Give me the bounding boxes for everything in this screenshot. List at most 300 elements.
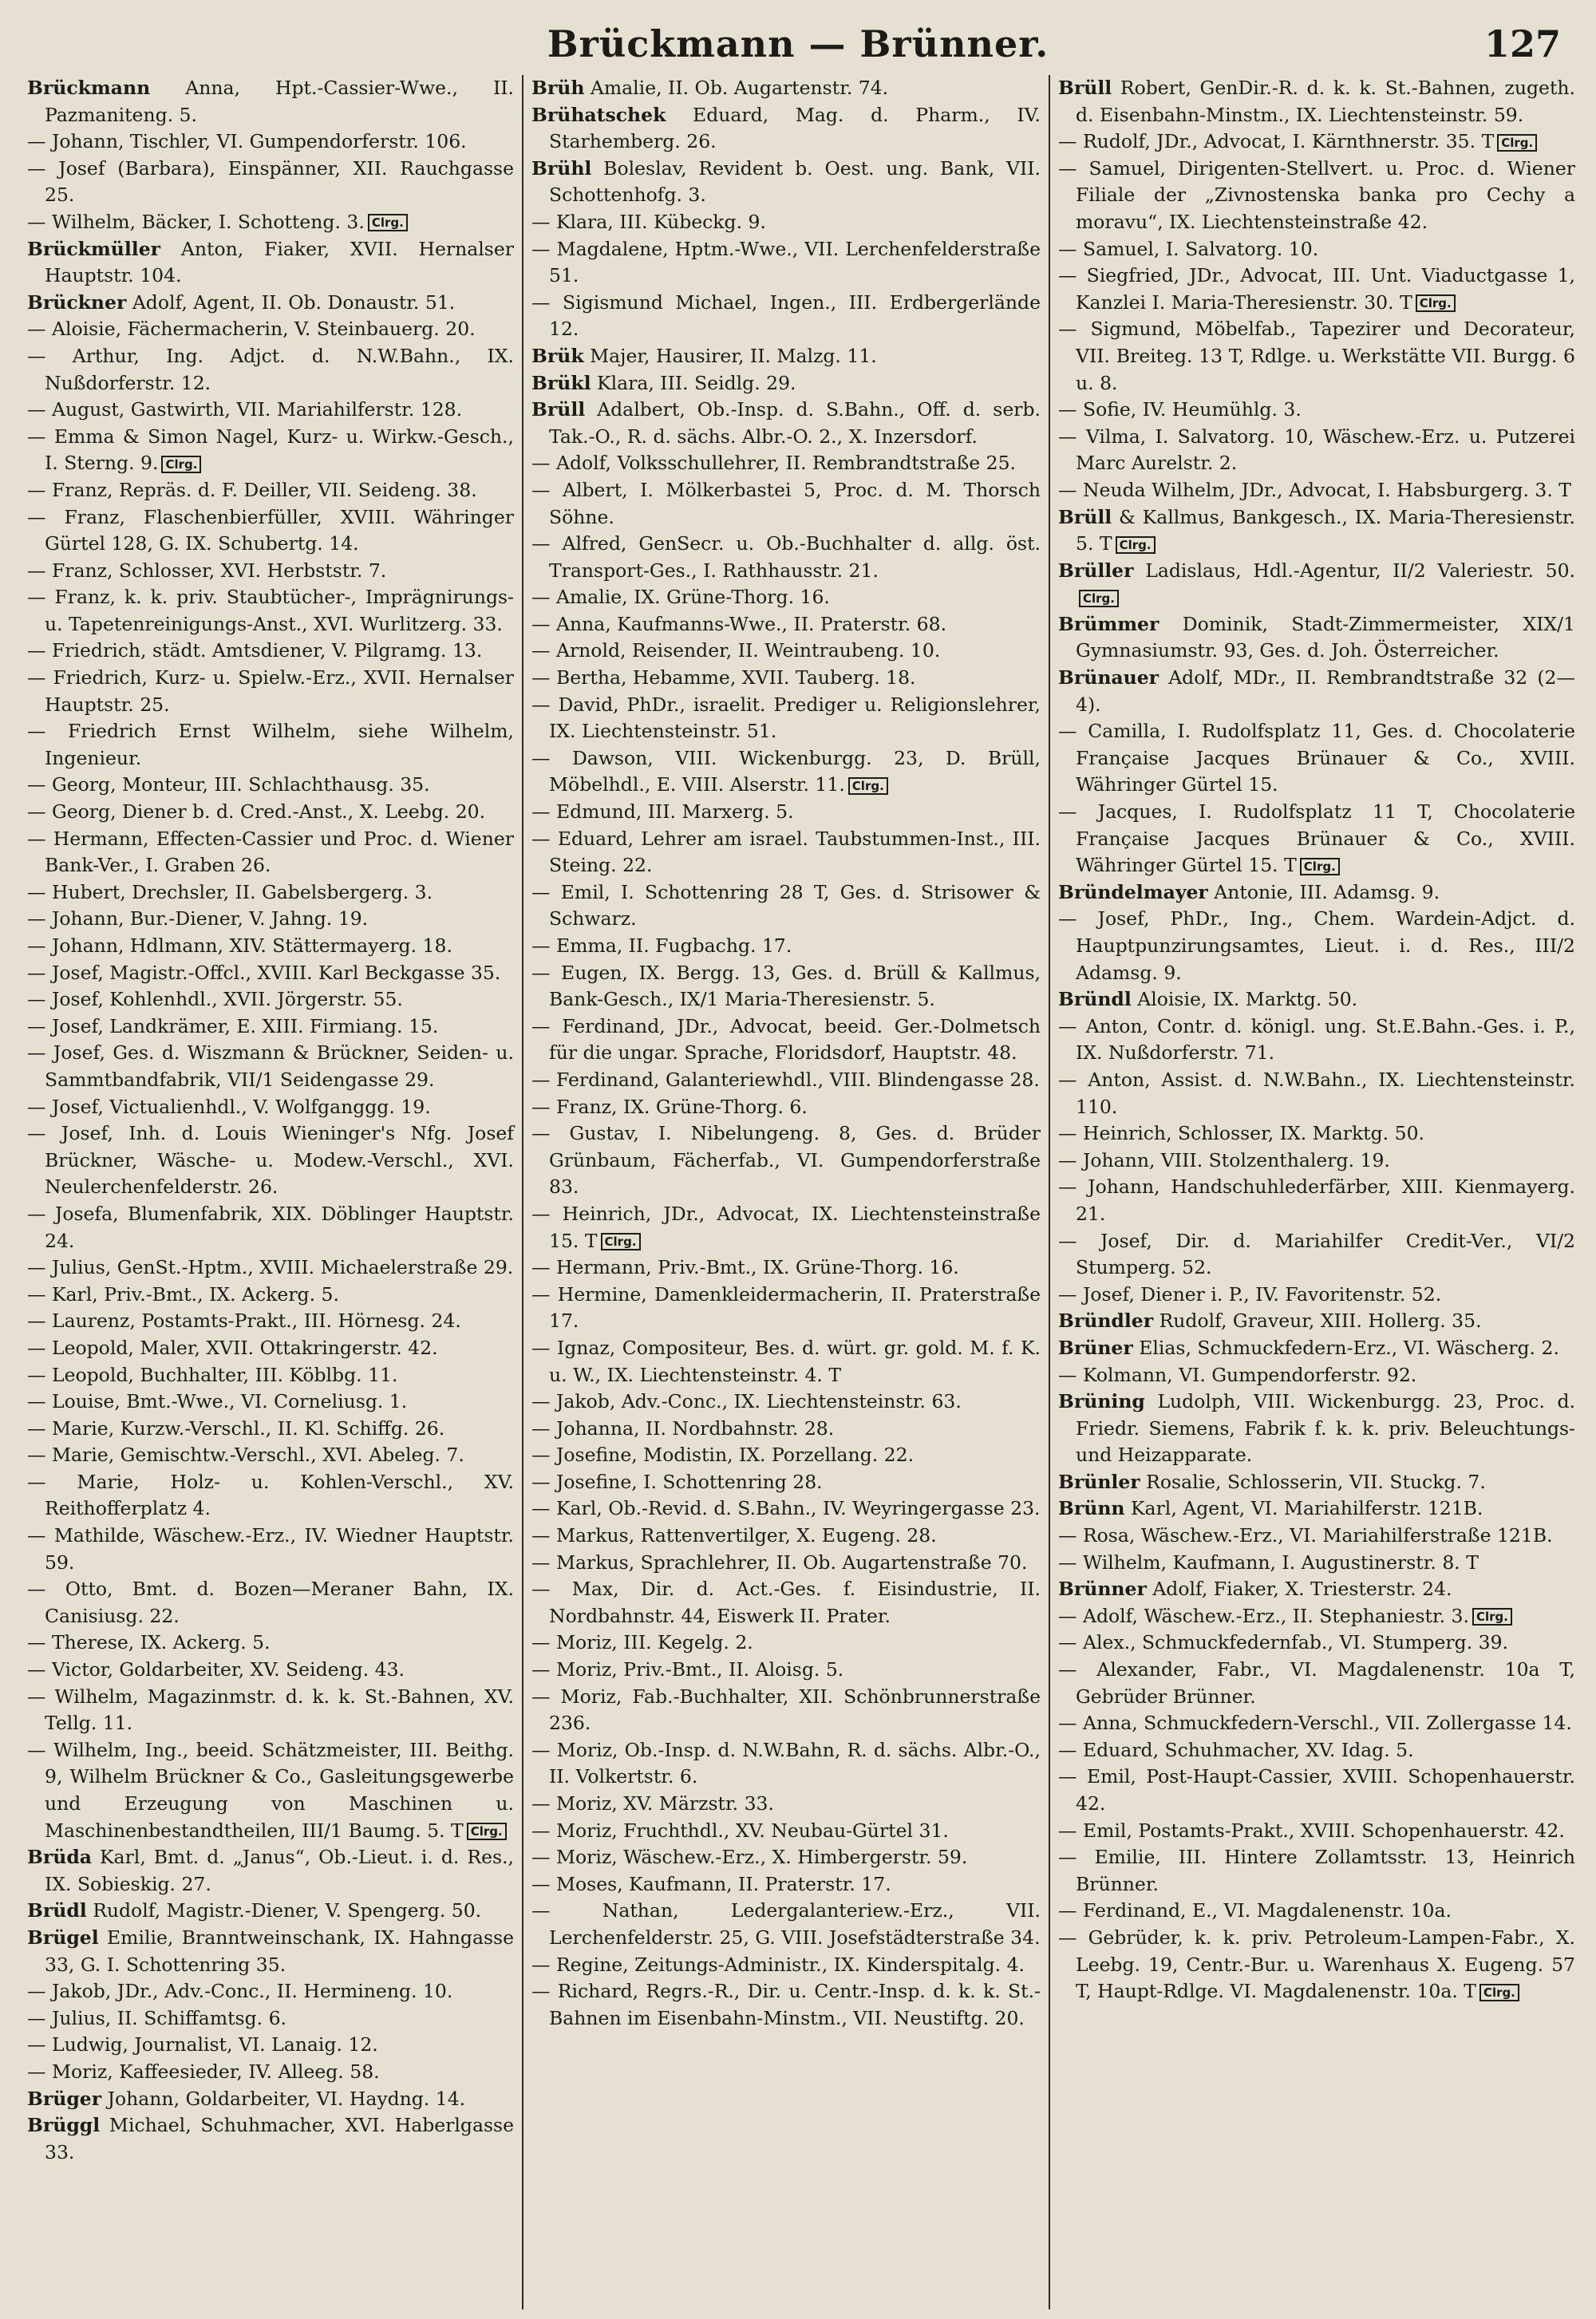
entry-text: & Kallmus, Bankgesch., IX. Maria-Theresienstr. 5. T (1076, 505, 1575, 555)
directory-entry (1058, 397, 1575, 424)
entry-text: — Moriz, Ob.-Insp. d. N.W.Bahn, R. d. sächs. Albr.-O., II. Volkertstr. 6. (531, 1738, 1041, 1788)
entry-text: — Jakob, Adv.-Conc., IX. Liechtensteinstr. 63. (531, 1390, 962, 1413)
entry-text: — Gustav, I. Nibelungeng. 8, Ges. d. Brüder Grünbaum, Fächerfab., VI. Gumpendorferstraße 83. (531, 1122, 1041, 1199)
entry-surname: Brük (531, 344, 584, 367)
directory-entry (1058, 611, 1575, 665)
directory-entry (531, 1067, 1041, 1094)
directory-entry (1058, 1495, 1575, 1523)
entry-surname: Brükl (531, 371, 591, 394)
directory-entry (531, 1657, 1041, 1684)
entry-text: — Jacques, I. Rudolfsplatz 11 T, Chocolaterie Française Jacques Brünauer & Co., XVIII. Währinger Gürtel 15. T (1058, 800, 1575, 877)
directory-columns (19, 75, 1583, 2309)
directory-entry (1058, 156, 1575, 236)
entry-text: — Richard, Regrs.-R., Dir. u. Centr.-Insp. d. k. k. St.-Bahnen im Eisenbahn-Minstm., VII. Neustiftg. 20. (531, 1980, 1041, 2029)
directory-entry (1058, 1228, 1575, 1282)
entry-text: — Alex., Schmuckfedernfab., VI. Stumperg. 39. (1058, 1631, 1509, 1654)
directory-entry (531, 209, 1041, 236)
directory-entry (27, 1201, 514, 1254)
entry-text: — Josef, Landkrämer, E. XIII. Firmiang. 15. (27, 1014, 439, 1037)
directory-entry (27, 2032, 514, 2059)
directory-entry (531, 370, 1041, 397)
directory-entry (1058, 1523, 1575, 1550)
entry-surname: Brüger (27, 2087, 102, 2110)
directory-entry (27, 75, 514, 128)
directory-entry (531, 745, 1041, 799)
entry-text: — Franz, Repräs. d. F. Deiller, VII. Seideng. 38. (27, 478, 477, 501)
directory-entry (1058, 1469, 1575, 1496)
directory-entry (531, 665, 1041, 692)
directory-entry (27, 558, 514, 585)
entry-surname: Brüll (1058, 77, 1112, 99)
directory-entry (531, 102, 1041, 156)
directory-entry (27, 236, 514, 290)
entry-text: — Josef, Diener i. P., IV. Favoritenstr. 52. (1058, 1282, 1442, 1306)
entry-text: — Josef, Dir. d. Mariahilfer Credit-Ver., VI/2 Stumperg. 52. (1058, 1229, 1575, 1279)
entry-text: — Franz, Schlosser, XVI. Herbststr. 7. (27, 559, 387, 582)
directory-entry (531, 1389, 1041, 1416)
entry-text: — Siegfried, JDr., Advocat, III. Unt. Viaductgasse 1, Kanzlei I. Maria-Theresienstr. 30. T (1058, 264, 1575, 314)
directory-entry (1058, 1550, 1575, 1577)
directory-entry (1058, 1898, 1575, 1925)
directory-entry (531, 1120, 1041, 1201)
entry-text: — Karl, Ob.-Revid. d. S.Bahn., IV. Weyringergasse 23. (531, 1497, 1041, 1520)
entry-text: — Aloisie, Fächermacherin, V. Steinbauerg. 20. (27, 318, 476, 341)
entry-text: — Nathan, Ledergalanteriew.-Erz., VII. Lerchenfelderstr. 25, G. VIII. Josefstädterstraße 34. (531, 1899, 1041, 1949)
entry-text: — Josefine, I. Schottenring 28. (531, 1470, 823, 1493)
directory-entry (27, 1282, 514, 1309)
directory-entry (1058, 1737, 1575, 1764)
directory-entry (531, 1978, 1041, 2032)
entry-text: Elias, Schmuckfedern-Erz., VI. Wäscherg. 2. (1139, 1336, 1559, 1359)
entry-text: Adolf, Fiaker, X. Triesterstr. 24. (1152, 1578, 1452, 1601)
directory-entry (1058, 799, 1575, 879)
entry-text: — Gebrüder, k. k. priv. Petroleum-Lampen-Fabr., X. Leebg. 19, Centr.-Bur. u. Warenhaus X. Eugeng. 57 T, Haupt-Rdlge. VI. Magdalenenstr. 10a. T (1058, 1926, 1575, 2003)
clearing-badge: Clrg. (368, 214, 408, 231)
entry-text: — Marie, Kurzw.-Verschl., II. Kl. Schiffg. 26. (27, 1416, 445, 1440)
entry-text: — Sigmund, Möbelfab., Tapezirer und Decorateur, VII. Breiteg. 13 T, Rdlge. u. Werkstätte VII. Burgg. 6 u. 8. (1058, 318, 1575, 394)
directory-entry (27, 1630, 514, 1657)
entry-surname: Brückmüller (27, 237, 161, 260)
directory-entry (27, 316, 514, 343)
entry-text: — Jakob, JDr., Adv.-Conc., II. Hermineng. 10. (27, 1980, 453, 2003)
directory-entry (27, 1254, 514, 1282)
entry-surname: Bründelmayer (1058, 880, 1208, 903)
directory-entry (1058, 879, 1575, 907)
directory-entry (27, 933, 514, 960)
entry-text: — Kolmann, VI. Gumpendorferstr. 92. (1058, 1363, 1417, 1386)
directory-entry (27, 156, 514, 209)
directory-entry (1058, 665, 1575, 718)
entry-text: — Moriz, XV. Märzstr. 33. (531, 1792, 774, 1815)
directory-entry (27, 879, 514, 907)
directory-entry (531, 1094, 1041, 1121)
directory-entry (27, 1684, 514, 1737)
entry-text: Boleslav, Revident b. Oest. ung. Bank, VII. Schottenhofg. 3. (549, 156, 1041, 207)
directory-entry (531, 290, 1041, 343)
directory-entry (27, 718, 514, 772)
directory-entry (1058, 1764, 1575, 1817)
entry-text: — Josef, Magistr.-Offcl., XVIII. Karl Beckgasse 35. (27, 961, 501, 984)
entry-text: — Adolf, Wäschew.-Erz., II. Stephaniestr. 3. (1058, 1604, 1469, 1627)
directory-entry (27, 477, 514, 504)
entry-text: — Leopold, Buchhalter, III. Köblbg. 11. (27, 1363, 398, 1386)
directory-entry (531, 1201, 1041, 1254)
entry-text: — Josef (Barbara), Einspänner, XII. Rauchgasse 25. (27, 156, 514, 207)
directory-entry (1058, 1308, 1575, 1335)
directory-entry (27, 1657, 514, 1684)
directory-entry (27, 343, 514, 397)
directory-entry (531, 1469, 1041, 1496)
clearing-badge: Clrg. (1472, 1608, 1512, 1626)
directory-entry (1058, 1067, 1575, 1120)
directory-entry (27, 1925, 514, 1978)
entry-text: — Ignaz, Compositeur, Bes. d. würt. gr. gold. M. f. K. u. W., IX. Liechtensteinstr. 4. T (531, 1336, 1041, 1386)
directory-entry (27, 1978, 514, 2005)
clearing-badge: Clrg. (1497, 134, 1537, 152)
directory-entry (1058, 986, 1575, 1013)
entry-surname: Brüll (1058, 505, 1112, 528)
entry-surname: Brückner (27, 290, 127, 314)
directory-entry (27, 1094, 514, 1121)
page-title: Brückmann — Brünner. (547, 22, 1049, 65)
directory-entry (531, 397, 1041, 450)
directory-entry (27, 826, 514, 879)
entry-text: — Moriz, Kaffeesieder, IV. Alleeg. 58. (27, 2060, 380, 2083)
directory-entry (531, 1952, 1041, 1979)
entry-text: — Moses, Kaufmann, II. Praterstr. 17. (531, 1872, 891, 1895)
entry-text: — Ferdinand, Galanteriewhdl., VIII. Blindengasse 28. (531, 1068, 1040, 1091)
directory-entry (531, 75, 1041, 102)
column-2 (522, 75, 1049, 2309)
directory-entry (531, 879, 1041, 933)
entry-text: — Johanna, II. Nordbahnstr. 28. (531, 1416, 835, 1440)
entry-text: — Franz, Flaschenbierfüller, XVIII. Währinger Gürtel 128, G. IX. Schubertg. 14. (27, 505, 514, 555)
entry-text: — Eduard, Schuhmacher, XV. Idag. 5. (1058, 1738, 1414, 1761)
directory-entry (1058, 1925, 1575, 2005)
entry-text: — Josefine, Modistin, IX. Porzellang. 22. (531, 1444, 915, 1467)
clearing-badge: Clrg. (601, 1233, 641, 1250)
directory-entry (27, 2086, 514, 2113)
directory-entry (531, 584, 1041, 611)
directory-entry (27, 2112, 514, 2166)
entry-text: — Johann, Bur.-Diener, V. Jahng. 19. (27, 907, 369, 930)
entry-text: Klara, III. Seidlg. 29. (597, 371, 796, 394)
entry-text: — Julius, GenSt.-Hptm., XVIII. Michaelerstraße 29. (27, 1256, 514, 1279)
entry-text: — Otto, Bmt. d. Bozen—Meraner Bahn, IX. Canisiusg. 22. (27, 1578, 514, 1627)
directory-entry (531, 156, 1041, 209)
directory-entry (27, 1362, 514, 1389)
directory-entry (27, 1416, 514, 1443)
entry-text: — Hermann, Effecten-Cassier und Proc. d. Wiener Bank-Ver., I. Graben 26. (27, 827, 514, 877)
entry-surname: Brünn (1058, 1497, 1125, 1520)
directory-entry (531, 1523, 1041, 1550)
directory-entry (1058, 1389, 1575, 1469)
entry-text: — Bertha, Hebamme, XVII. Tauberg. 18. (531, 666, 916, 689)
entry-text: — Johann, Handschuhlederfärber, XIII. Kienmayerg. 21. (1058, 1175, 1575, 1225)
entry-surname: Brüning (1058, 1390, 1145, 1413)
entry-text: — Georg, Diener b. d. Cred.-Anst., X. Leebg. 20. (27, 800, 486, 824)
entry-text: — Hermann, Priv.-Bmt., IX. Grüne-Thorg. 16. (531, 1256, 959, 1279)
entry-text: — Friedrich, Kurz- u. Spielw.-Erz., XVII. Hernalser Hauptstr. 25. (27, 666, 514, 716)
directory-entry (531, 450, 1041, 477)
entry-text: — Moriz, Fruchthdl., XV. Neubau-Gürtel 31. (531, 1819, 949, 1842)
entry-text: Anna, Hpt.-Cassier-Wwe., II. Pazmaniteng. 5. (45, 77, 514, 126)
directory-entry (27, 638, 514, 665)
directory-entry (531, 1254, 1041, 1282)
clearing-badge: Clrg. (467, 1823, 507, 1840)
directory-entry (1058, 1844, 1575, 1898)
entry-text: — Wilhelm, Magazinmstr. d. k. k. St.-Bahnen, XV. Tellg. 11. (27, 1685, 514, 1735)
entry-text: Michael, Schuhmacher, XVI. Haberlgasse 33. (45, 2114, 514, 2163)
entry-text: — Friedrich Ernst Wilhelm, siehe Wilhelm, Ingenieur. (27, 720, 514, 769)
entry-text: — Anton, Assist. d. N.W.Bahn., IX. Liechtensteinstr. 110. (1058, 1068, 1575, 1118)
entry-text: — Albert, I. Mölkerbastei 5, Proc. d. M. Thorsch Söhne. (531, 478, 1041, 528)
entry-text: — Magdalene, Hptm.-Wwe., VII. Lerchenfelderstraße 51. (531, 237, 1041, 287)
directory-entry (27, 1308, 514, 1335)
directory-entry (27, 772, 514, 799)
entry-text: — Johann, Tischler, VI. Gumpendorferstr. 106. (27, 130, 467, 153)
entry-text: — Laurenz, Postamts-Prakt., III. Hörnesg. 24. (27, 1310, 461, 1333)
entry-text: — Sofie, IV. Heumühlg. 3. (1058, 398, 1302, 421)
entry-text: — Heinrich, Schlosser, IX. Marktg. 50. (1058, 1122, 1424, 1145)
entry-text: — Alexander, Fabr., VI. Magdalenenstr. 10a T, Gebrüder Brünner. (1058, 1658, 1575, 1708)
directory-entry (531, 1335, 1041, 1389)
directory-entry (531, 1576, 1041, 1630)
entry-text: — Dawson, VIII. Wickenburgg. 23, D. Brüll, Möbelhdl., E. VIII. Alserstr. 11. (531, 746, 1041, 796)
directory-entry (27, 1335, 514, 1362)
entry-text: — Mathilde, Wäschew.-Erz., IV. Wiedner Hauptstr. 59. (27, 1524, 514, 1574)
entry-text: — August, Gastwirth, VII. Mariahilferstr. 128. (27, 398, 463, 421)
entry-text: — Franz, IX. Grüne-Thorg. 6. (531, 1095, 808, 1118)
directory-entry (27, 1576, 514, 1630)
entry-text: Karl, Agent, VI. Mariahilferstr. 121B. (1131, 1497, 1483, 1520)
entry-text: — Emil, Post-Haupt-Cassier, XVIII. Schopenhauerstr. 42. (1058, 1765, 1575, 1815)
entry-text: — Anna, Kaufmanns-Wwe., II. Praterstr. 68. (531, 612, 947, 635)
entry-surname: Brühatschek (531, 103, 666, 126)
entry-text: — Friedrich, städt. Amtsdiener, V. Pilgramg. 13. (27, 639, 483, 662)
entry-text: — Leopold, Maler, XVII. Ottakringerstr. 42. (27, 1336, 438, 1359)
directory-entry (1058, 1148, 1575, 1175)
entry-text: — Johann, VIII. Stolzenthalerg. 19. (1058, 1148, 1390, 1171)
directory-entry (531, 531, 1041, 584)
entry-text: — Vilma, I. Salvatorg. 10, Wäschew.-Erz. u. Putzerei Marc Aurelstr. 2. (1058, 425, 1575, 475)
directory-entry (531, 1495, 1041, 1523)
entry-text: — Wilhelm, Bäcker, I. Schotteng. 3. (27, 210, 365, 233)
directory-entry (27, 1523, 514, 1576)
entry-text: — Rudolf, JDr., Advocat, I. Kärnthnerstr. 35. T (1058, 130, 1495, 153)
directory-entry (531, 1898, 1041, 1951)
entry-text: — Emma & Simon Nagel, Kurz- u. Wirkw.-Gesch., I. Sterng. 9. (27, 425, 514, 475)
entry-text: Ladislaus, Hdl.-Agentur, II/2 Valeriestr. 50. (1145, 559, 1575, 582)
directory-entry (27, 397, 514, 424)
entry-text: Adolf, MDr., II. Rembrandtstraße 32 (2—4). (1076, 666, 1575, 716)
directory-entry (1058, 1120, 1575, 1148)
entry-text: — Alfred, GenSecr. u. Ob.-Buchhalter d. allg. öst. Transport-Ges., I. Rathhausstr. 21. (531, 532, 1041, 582)
directory-entry (531, 826, 1041, 879)
entry-text: — Karl, Priv.-Bmt., IX. Ackerg. 5. (27, 1282, 339, 1306)
entry-text: — Neuda Wilhelm, JDr., Advocat, I. Habsburgerg. 3. T (1058, 478, 1571, 501)
directory-entry (1058, 316, 1575, 397)
entry-text: Rudolf, Graveur, XIII. Hollerg. 35. (1159, 1310, 1482, 1333)
entry-text: — Marie, Gemischtw.-Verschl., XVI. Abeleg. 7. (27, 1444, 464, 1467)
directory-entry (1058, 1013, 1575, 1067)
directory-entry (531, 1630, 1041, 1657)
directory-entry (1058, 128, 1575, 156)
entry-surname: Brünner (1058, 1578, 1147, 1601)
directory-entry (1058, 1282, 1575, 1309)
directory-entry (27, 290, 514, 317)
entry-text: — David, PhDr., israelit. Prediger u. Religionslehrer, IX. Liechtensteinstr. 51. (531, 693, 1041, 743)
entry-surname: Brügel (27, 1926, 99, 1949)
directory-entry (531, 1791, 1041, 1818)
directory-entry (531, 960, 1041, 1013)
directory-entry (531, 1550, 1041, 1577)
entry-text: — Anna, Schmuckfedern-Verschl., VII. Zollergasse 14. (1058, 1712, 1572, 1735)
entry-surname: Brüdl (27, 1899, 87, 1922)
entry-text: — Moriz, III. Kegelg. 2. (531, 1631, 753, 1654)
entry-text: — Emil, Postamts-Prakt., XVIII. Schopenhauerstr. 42. (1058, 1819, 1565, 1842)
entry-text: — Rosa, Wäschew.-Erz., VI. Mariahilferstraße 121B. (1058, 1524, 1553, 1547)
directory-entry (27, 960, 514, 987)
entry-surname: Brünler (1058, 1470, 1140, 1493)
directory-entry (531, 1416, 1041, 1443)
entry-text: — Josef, Ges. d. Wiszmann & Brückner, Seiden- u. Sammtbandfabrik, VII/1 Seidengasse 29. (27, 1041, 514, 1091)
entry-text: — Hubert, Drechsler, II. Gabelsbergerg. 3. (27, 880, 433, 903)
clearing-badge: Clrg. (848, 777, 888, 795)
entry-text: — Emil, I. Schottenring 28 T, Ges. d. Strisower & Schwarz. (531, 880, 1041, 930)
entry-surname: Brühl (531, 156, 592, 180)
entry-text: — Marie, Holz- u. Kohlen-Verschl., XV. Reithofferplatz 4. (27, 1470, 514, 1520)
entry-text: Antonie, III. Adamsg. 9. (1214, 880, 1440, 903)
clearing-badge: Clrg. (161, 456, 201, 473)
directory-entry (27, 1844, 514, 1898)
column-1 (19, 75, 522, 2309)
entry-text: Rosalie, Schlosserin, VII. Stuckg. 7. (1146, 1470, 1486, 1493)
entry-surname: Bründl (1058, 988, 1132, 1011)
entry-text: — Arthur, Ing. Adjct. d. N.W.Bahn., IX. Nußdorferstr. 12. (27, 344, 514, 394)
entry-text: Emilie, Branntweinschank, IX. Hahngasse 33, G. I. Schottenring 35. (45, 1926, 514, 1976)
directory-entry (1058, 906, 1575, 986)
entry-text: — Klara, III. Kübeckg. 9. (531, 210, 766, 233)
clearing-badge: Clrg. (1116, 536, 1156, 554)
entry-surname: Brümmer (1058, 612, 1159, 635)
entry-text: — Josef, Kohlenhdl., XVII. Jörgerstr. 55. (27, 988, 403, 1011)
clearing-badge: Clrg. (1416, 294, 1456, 312)
column-3 (1049, 75, 1583, 2309)
directory-entry (1058, 1603, 1575, 1630)
directory-entry (27, 2059, 514, 2086)
directory-entry (1058, 504, 1575, 558)
directory-entry (531, 477, 1041, 531)
entry-text: — Ferdinand, E., VI. Magdalenenstr. 10a. (1058, 1899, 1452, 1922)
directory-entry (1058, 263, 1575, 316)
entry-text: — Regine, Zeitungs-Administr., IX. Kinderspitalg. 4. (531, 1953, 1025, 1976)
directory-entry (531, 1818, 1041, 1845)
entry-text: Eduard, Mag. d. Pharm., IV. Starhemberg. 26. (549, 103, 1041, 153)
entry-text: — Markus, Sprachlehrer, II. Ob. Augartenstraße 70. (531, 1551, 1028, 1574)
entry-text: — Eugen, IX. Bergg. 13, Ges. d. Brüll & Kallmus, Bank-Gesch., IX/1 Maria-Theresienstr. 5. (531, 961, 1041, 1011)
directory-entry (531, 692, 1041, 745)
entry-surname: Brückmann (27, 77, 151, 99)
entry-surname: Brünauer (1058, 666, 1159, 689)
entry-surname: Brüggl (27, 2114, 101, 2137)
directory-entry (1058, 1818, 1575, 1845)
entry-text: — Josef, Victualienhdl., V. Wolfganggg. 19. (27, 1095, 431, 1118)
clearing-badge: Clrg. (1300, 858, 1340, 875)
entry-text: — Wilhelm, Ing., beeid. Schätzmeister, III. Beithg. 9, Wilhelm Brückner & Co., Gasleitungsgewerbe und Erzeugung von Maschinen u. Maschinenbestandtheilen, III/1 Baumg. 5. T (27, 1738, 514, 1842)
entry-text: — Amalie, IX. Grüne-Thorg. 16. (531, 586, 830, 609)
directory-entry (1058, 1362, 1575, 1389)
directory-entry (1058, 1335, 1575, 1362)
entry-text: — Josef, Inh. d. Louis Wieninger's Nfg. Josef Brückner, Wäsche- u. Modew.-Verschl., XVI. Neulerchenfelderstr. 26. (27, 1122, 514, 1199)
directory-entry (531, 799, 1041, 826)
entry-text: — Hermine, Damenkleidermacherin, II. Praterstraße 17. (531, 1282, 1041, 1333)
entry-text: Adalbert, Ob.-Insp. d. S.Bahn., Off. d. serb. Tak.-O., R. d. sächs. Albr.-O. 2., X. Inzersdorf. (549, 398, 1041, 448)
entry-text: Aloisie, IX. Marktg. 50. (1137, 988, 1358, 1011)
directory-entry (531, 343, 1041, 370)
directory-entry (1058, 236, 1575, 263)
directory-entry (27, 209, 514, 236)
directory-entry (531, 1844, 1041, 1871)
directory-entry (531, 1282, 1041, 1335)
directory-entry (27, 665, 514, 718)
entry-text: Anton, Fiaker, XVII. Hernalser Hauptstr. 104. (45, 237, 514, 287)
directory-entry (531, 1442, 1041, 1469)
directory-entry (1058, 424, 1575, 477)
entry-text: — Josefa, Blumenfabrik, XIX. Döblinger Hauptstr. 24. (27, 1202, 514, 1252)
entry-text: Rudolf, Magistr.-Diener, V. Spengerg. 50. (93, 1899, 482, 1922)
entry-text: — Emma, II. Fugbachg. 17. (531, 934, 792, 957)
directory-entry (27, 1737, 514, 1844)
directory-entry (27, 584, 514, 638)
clearing-badge: Clrg. (1479, 1984, 1519, 2001)
entry-text: — Ferdinand, JDr., Advocat, beeid. Ger.-Dolmetsch für die ungar. Sprache, Floridsdorf, Hauptstr. 48. (531, 1014, 1041, 1065)
directory-entry (531, 236, 1041, 290)
entry-text: — Wilhelm, Kaufmann, I. Augustinerstr. 8. T (1058, 1551, 1479, 1574)
page-number: 127 (1483, 22, 1561, 65)
entry-surname: Brüll (531, 398, 586, 421)
entry-text: — Johann, Hdlmann, XIV. Stättermayerg. 18. (27, 934, 452, 957)
entry-text: — Ludwig, Journalist, VI. Lanaig. 12. (27, 2033, 378, 2056)
directory-entry (27, 906, 514, 933)
entry-text: Karl, Bmt. d. „Janus“, Ob.-Lieut. i. d. Res., IX. Sobieskig. 27. (45, 1846, 514, 1895)
directory-entry (531, 638, 1041, 665)
directory-entry (27, 1013, 514, 1041)
directory-entry (1058, 1576, 1575, 1603)
entry-text: — Julius, II. Schiffamtsg. 6. (27, 2006, 287, 2029)
entry-text: — Edmund, III. Marxerg. 5. (531, 800, 794, 824)
directory-entry (1058, 1174, 1575, 1227)
directory-entry (27, 1040, 514, 1093)
entry-text: — Victor, Goldarbeiter, XV. Seideng. 43. (27, 1658, 405, 1681)
directory-entry (531, 933, 1041, 960)
directory-entry (1058, 1657, 1575, 1710)
entry-text: Ludolph, VIII. Wickenburgg. 23, Proc. d. Friedr. Siemens, Fabrik f. k. k. priv. Beleuchtungs- und Heizapparate. (1076, 1390, 1575, 1467)
entry-surname: Brüda (27, 1846, 92, 1869)
clearing-badge: Clrg. (1079, 590, 1119, 607)
directory-entry (531, 1684, 1041, 1737)
entry-text: — Therese, IX. Ackerg. 5. (27, 1631, 271, 1654)
entry-text: — Moriz, Wäschew.-Erz., X. Himbergerstr. 59. (531, 1846, 968, 1869)
entry-text: — Camilla, I. Rudolfsplatz 11, Ges. d. Chocolaterie Française Jacques Brünauer & Co., XVIII. Währinger Gürtel 15. (1058, 720, 1575, 796)
entry-surname: Brüh (531, 77, 585, 99)
entry-surname: Brüller (1058, 559, 1134, 582)
directory-entry (27, 2005, 514, 2033)
directory-entry (1058, 718, 1575, 799)
entry-text: Dominik, Stadt-Zimmermeister, XIX/1 Gymnasiumstr. 93, Ges. d. Joh. Österreicher. (1076, 612, 1575, 662)
directory-entry (27, 799, 514, 826)
directory-entry (27, 1898, 514, 1925)
